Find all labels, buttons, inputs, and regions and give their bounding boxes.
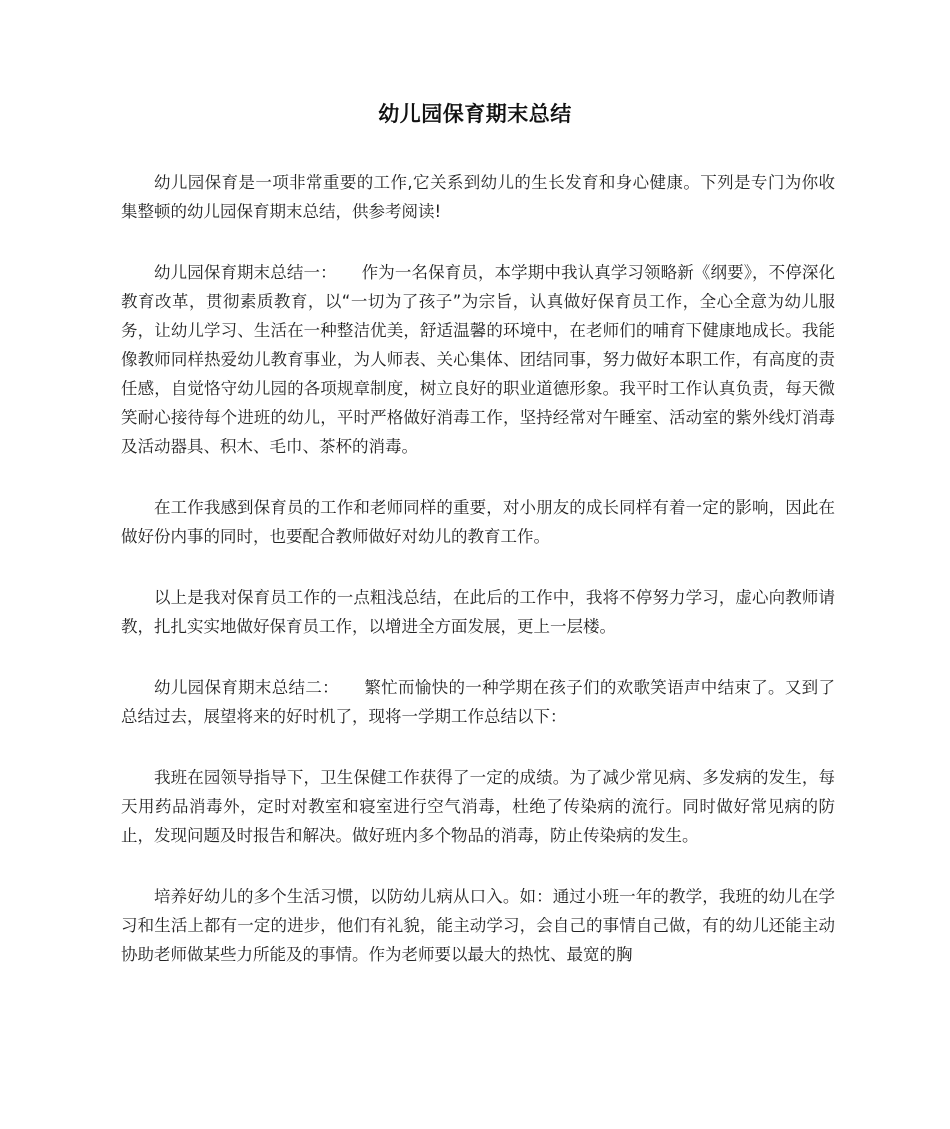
paragraph-cooperation: 在工作我感到保育员的工作和老师同样的重要，对小朋友的成长同样有着一定的影响，因此在做好份内事的同时，也要配合教师做好对幼儿的教育工作。 xyxy=(121,498,835,546)
document-title: 幼儿园保育期末总结 xyxy=(378,102,572,126)
document-body xyxy=(121,168,835,1001)
paragraph-habits: 培养好幼儿的多个生活习惯，以防幼儿病从口入。如：通过小班一年的教学，我班的幼儿在学习和生活上都有一定的进步，他们有礼貌，能主动学习，会自己的事情自己做，有的幼儿还能主动协助老师做某些力所能及的事情。作为老师要以最大的热忱、最宽的胸 xyxy=(121,887,835,964)
paragraph-intro: 幼儿园保育是一项非常重要的工作,它关系到幼儿的生长发育和身心健康。下列是专门为你收集整顿的幼儿园保育期末总结，供参考阅读! xyxy=(121,173,835,221)
paragraph-summary-one: 幼儿园保育期末总结一： 作为一名保育员，本学期中我认真学习领略新《纲要》，不停深化教育改革，贯彻素质教育，以“一切为了孩子”为宗旨，认真做好保育员工作，全心全意为幼儿服务，让幼儿学习、生活在一种整洁优美，舒适温馨的环境中，在老师们的哺育下健康地成长。我能像教师同样热爱幼儿教育事业，为人师表、关心集体、团结同事，努力做好本职工作，有高度的责任感，自觉恪守幼儿园的各项规章制度，树立良好的职业道德形象。我平时工作认真负责，每天微笑耐心接待每个进班的幼儿，平时严格做好消毒工作，坚持经常对午睡室、活动室的紫外线灯消毒及活动器具、积木、毛巾、茶杯的消毒。 xyxy=(121,263,835,456)
paragraph-summary-two: 幼儿园保育期末总结二： 繁忙而愉快的一种学期在孩子们的欢歌笑语声中结束了。又到了总结过去，展望将来的好时机了，现将一学期工作总结以下： xyxy=(121,678,835,726)
paragraph-health-work: 我班在园领导指导下，卫生保健工作获得了一定的成绩。为了减少常见病、多发病的发生，每天用药品消毒外，定时对教室和寝室进行空气消毒，杜绝了传染病的流行。同时做好常见病的防止，发现问题及时报告和解决。做好班内多个物品的消毒，防止传染病的发生。 xyxy=(121,768,835,845)
paragraph-conclusion: 以上是我对保育员工作的一点粗浅总结，在此后的工作中，我将不停努力学习，虚心向教师请教，扎扎实实地做好保育员工作，以增进全方面发展，更上一层楼。 xyxy=(121,588,835,636)
